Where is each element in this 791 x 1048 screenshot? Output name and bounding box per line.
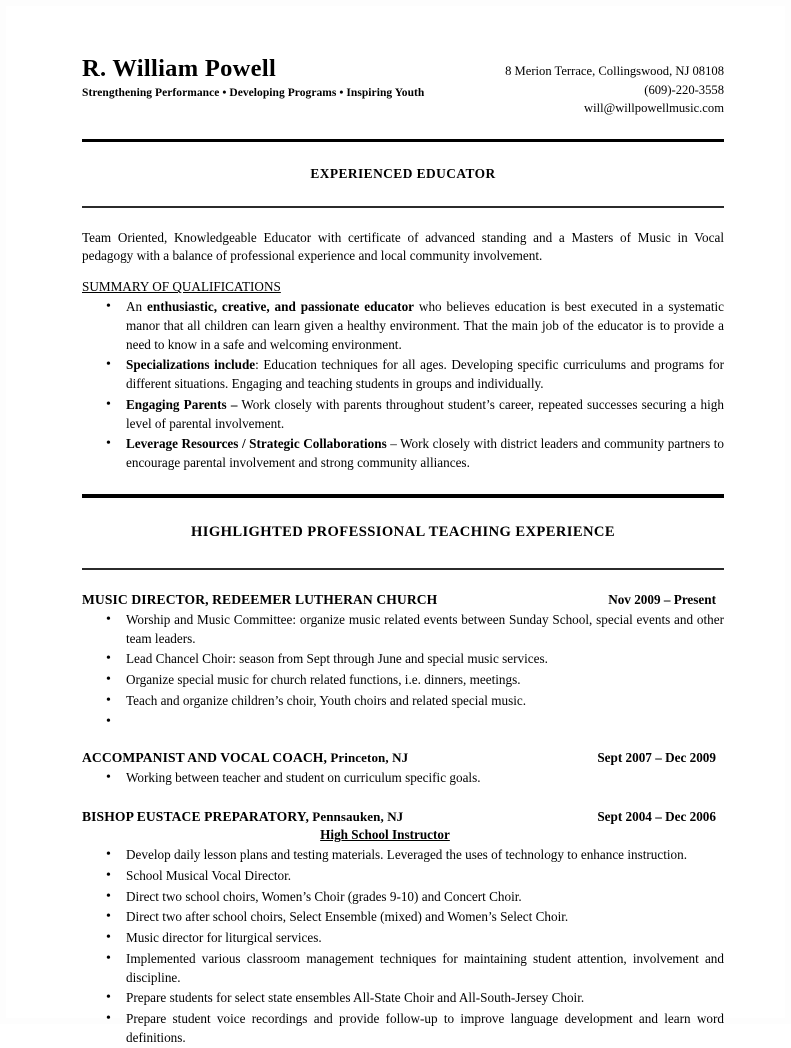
divider-under-headline — [82, 206, 724, 208]
header-identity — [82, 50, 424, 99]
job-bullet: • Organize special music for church related functions, i.e. dinners, meetings. — [82, 671, 724, 690]
candidate-name: R. William Powell — [82, 55, 277, 82]
job-list — [82, 592, 724, 1048]
resume-content — [82, 50, 724, 1048]
candidate-tagline: Strengthening Performance • Developing Programs • Inspiring Youth — [82, 86, 425, 99]
job-bullet: • Music director for liturgical services. — [82, 929, 724, 948]
job-bullet: • Direct two after school choirs, Select Ensemble (mixed) and Women’s Select Choir. — [82, 908, 724, 927]
resume-header — [82, 50, 724, 118]
contact-block — [505, 50, 724, 118]
contact-phone: (609)-220-3558 — [644, 82, 724, 97]
job-bullet-list — [82, 611, 724, 728]
job-dates: Nov 2009 – Present — [608, 591, 716, 607]
job-header-line — [82, 592, 724, 608]
job-title: MUSIC DIRECTOR, REDEEMER LUTHERAN CHURCH — [82, 591, 438, 607]
experience-heading: HIGHLIGHTED PROFESSIONAL TEACHING EXPERIENCE — [190, 523, 615, 540]
summary-bullet-lead: Leverage Resources / Strategic Collaborations — [126, 436, 387, 452]
summary-heading: SUMMARY OF QUALIFICATIONS — [82, 279, 281, 295]
intro-paragraph: Team Oriented, Knowledgeable Educator with certificate of advanced standing and a Masters of Music in Vocal pedagogy with a balance of professional experience and local community involvement. — [82, 229, 724, 264]
job-title: BISHOP EUSTACE PREPARATORY, Pennsauken, NJ — [82, 809, 404, 825]
job-bullet: • Implemented various classroom management techniques for maintaining student attention, involvement and discipline. — [82, 950, 724, 987]
summary-bullet-list — [82, 298, 724, 473]
job-bullet: • Develop daily lesson plans and testing materials. Leveraged the uses of technology to enhance instruction. — [82, 846, 724, 865]
contact-email: will@willpowellmusic.com — [584, 101, 724, 115]
job-header-line — [82, 750, 724, 766]
job-location: Pennsauken, NJ — [308, 809, 404, 825]
job-subtitle: High School Instructor — [320, 827, 450, 843]
job-bullet: • School Musical Vocal Director. — [82, 867, 724, 886]
job-entry — [82, 592, 724, 728]
summary-bullet-lead: Engaging Parents – — [126, 396, 238, 412]
job-bullet: • Direct two school choirs, Women’s Choir (grades 9-10) and Concert Choir. — [82, 888, 724, 907]
job-bullet: • Lead Chancel Choir: season from Sept through June and special music services. — [82, 650, 724, 669]
job-entry — [82, 809, 724, 1047]
job-bullet: • Worship and Music Committee: organize music related events between Sunday School, special events and other team leaders. — [82, 611, 724, 648]
job-title: ACCOMPANIST AND VOCAL COACH, Princeton, NJ — [82, 749, 409, 765]
headline-title: EXPERIENCED EDUCATOR — [310, 165, 496, 181]
job-location: Princeton, NJ — [326, 749, 409, 765]
summary-bullet-lead: enthusiastic, creative, and passionate educator — [147, 299, 415, 315]
job-header-line — [82, 809, 724, 825]
contact-address: 8 Merion Terrace, Collingswood, NJ 08108 — [505, 64, 724, 78]
job-entry — [82, 750, 724, 788]
job-bullet: • Prepare student voice recordings and provide follow-up to improve language development and learn word definitions. — [82, 1010, 724, 1047]
summary-bullet-lead: Specializations include — [126, 357, 256, 373]
job-dates: Sept 2007 – Dec 2009 — [597, 749, 716, 765]
job-bullet: • Working between teacher and student on curriculum specific goals. — [82, 769, 724, 788]
job-bullet-list — [82, 846, 724, 1047]
job-bullet-list — [82, 769, 724, 788]
job-bullet: • Teach and organize children’s choir, Youth choirs and related special music. — [82, 692, 724, 711]
job-dates: Sept 2004 – Dec 2006 — [597, 809, 716, 825]
job-bullet — [82, 713, 724, 728]
summary-bullet: • Specializations include: Education techniques for all ages. Developing specific curriculums and programs for different situations. Engaging and teaching students in groups and individually. — [82, 356, 724, 393]
job-bullet: • Prepare students for select state ensembles All-State Choir and All-South-Jersey Choir. — [82, 989, 724, 1008]
summary-bullet: • Engaging Parents – Work closely with parents throughout student’s career, repeated successes securing a high level of parental involvement. — [82, 396, 724, 433]
divider-under-experience — [82, 568, 724, 570]
summary-bullet: • Leverage Resources / Strategic Collaborations – Work closely with district leaders and community partners to encourage parental involvement and strong community alliances. — [82, 435, 724, 472]
summary-bullet: • An enthusiastic, creative, and passionate educator who believes education is best executed in a systematic manor that all children can learn given a healthy environment. That the main job of the educator is to provide a need to know in a safe and welcoming environment. — [82, 298, 724, 354]
